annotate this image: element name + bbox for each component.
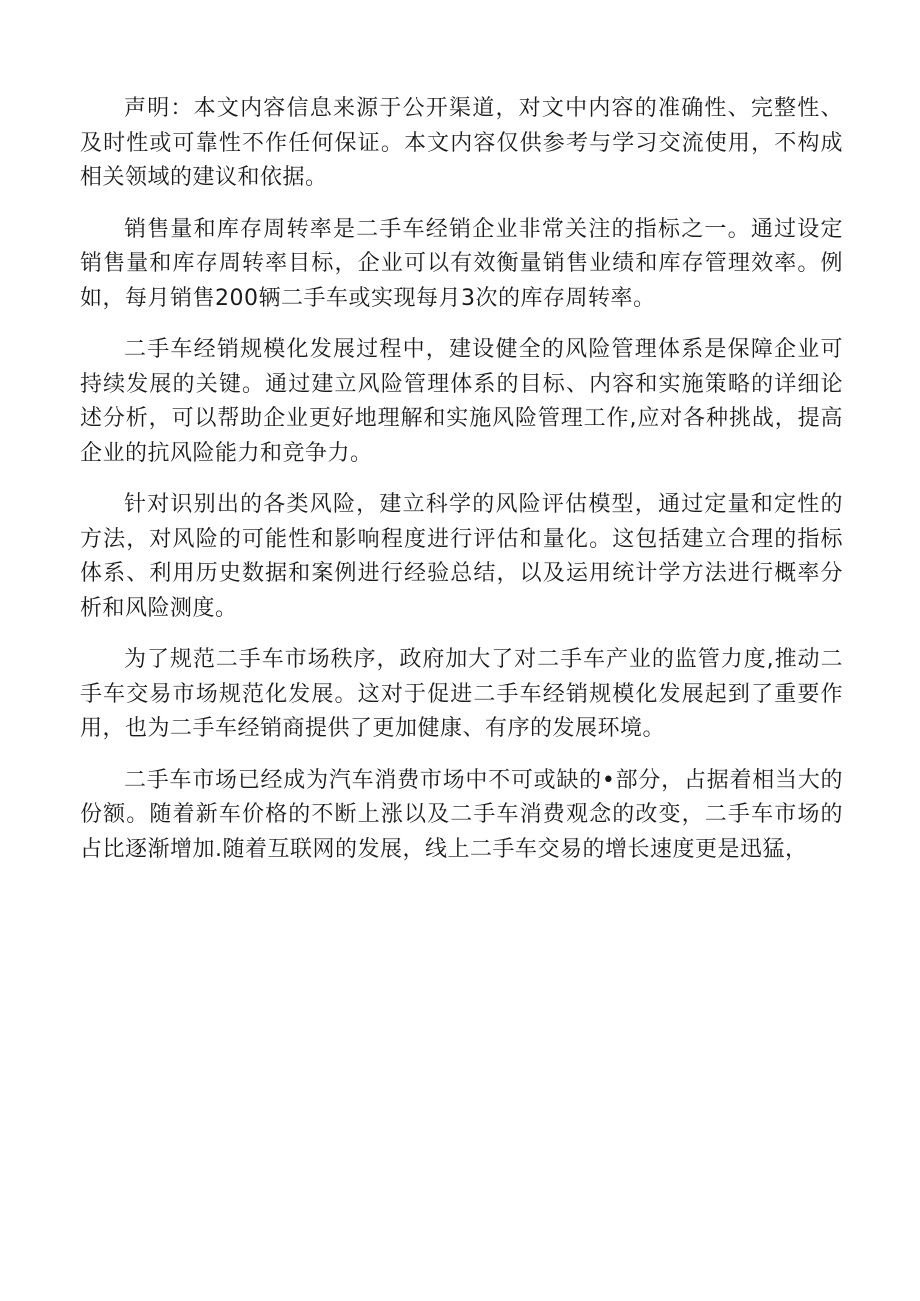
- body-paragraph: 二手车经销规模化发展过程中，建设健全的风险管理体系是保障企业可持续发展的关键。通过建立风险管理体系的目标、内容和实施策略的详细论述分析，可以帮助企业更好地理解和实施风险管理工作,应对各种挑战，提高企业的抗风险能力和竞争力。: [80, 337, 843, 466]
- disclaimer-paragraph: 声明：本文内容信息来源于公开渠道，对文中内容的准确性、完整性、及时性或可靠性不作任何保证。本文内容仅供参考与学习交流使用，不构成相关领域的建议和依据。: [80, 96, 843, 190]
- body-paragraph: 销售量和库存周转率是二手车经销企业非常关注的指标之一。通过设定销售量和库存周转率目标，企业可以有效衡量销售业绩和库存管理效率。例如，每月销售200辆二手车或实现每月3次的库存周转率。: [80, 216, 843, 311]
- body-paragraph: 为了规范二手车市场秩序，政府加大了对二手车产业的监管力度,推动二手车交易市场规范化发展。这对于促进二手车经销规模化发展起到了重要作用，也为二手车经销商提供了更加健康、有序的发展环境。: [80, 647, 843, 741]
- body-paragraph: 针对识别出的各类风险，建立科学的风险评估模型，通过定量和定性的方法，对风险的可能性和影响程度进行评估和量化。这包括建立合理的指标体系、利用历史数据和案例进行经验总结，以及运用统计学方法进行概率分析和风险测度。: [80, 492, 843, 621]
- body-paragraph: 二手车市场已经成为汽车消费市场中不可或缺的•部分，占据着相当大的份额。随着新车价格的不断上涨以及二手车消费观念的改变，二手车市场的占比逐渐增加.随着互联网的发展，线上二手车交易的增长速度更是迅猛，: [80, 767, 843, 862]
